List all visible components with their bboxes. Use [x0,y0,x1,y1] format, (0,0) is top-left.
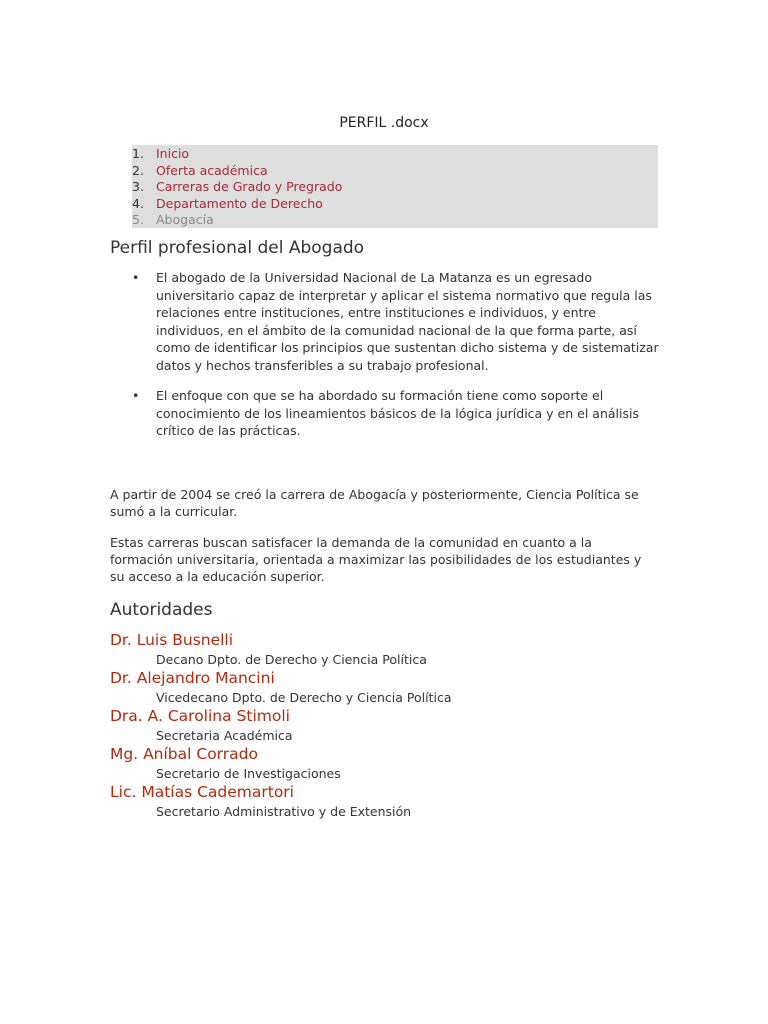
autoridades-heading: Autoridades [110,600,213,620]
paragraph: A partir de 2004 se creó la carrera de Abogacía y posteriormente, Ciencia Política se sumó a la curricular. [110,487,639,519]
breadcrumb-item-oferta[interactable] [132,162,268,179]
authority-role: Vicedecano Dpto. de Derecho y Ciencia Política [156,690,452,705]
breadcrumb-number: 5. [132,212,144,227]
paragraph: Estas carreras buscan satisfacer la demanda de la comunidad en cuanto a la formación universitaria, orientada a maximizar las posibilidades de los estudiantes y su acceso a la educación superior. [110,535,642,584]
bullet-icon: • [132,388,140,403]
breadcrumb [132,145,658,228]
breadcrumb-link[interactable]: Oferta académica [156,163,268,178]
authority-name: Dr. Alejandro Mancini [110,669,275,687]
breadcrumb-number: 2. [132,163,144,178]
breadcrumb-number: 1. [132,146,144,161]
breadcrumb-link[interactable]: Carreras de Grado y Pregrado [156,179,343,194]
bullet-text: El abogado de la Universidad Nacional de La Matanza es un egresado universitario capaz de interpretar y aplicar el sistema normativo que regula las relaciones entre instituciones, entre instituciones e individuos, y entre individuos, en el ámbito de la comunidad nacional de la que forma parte, así como de identificar los principios que sustentan dicho sistema y de sistematizar datos y hechos transferibles a su trabajo profesional. [156,270,659,373]
breadcrumb-item-current [132,211,214,228]
authority-name: Lic. Matías Cademartori [110,783,294,801]
bullet-icon: • [132,270,140,285]
authority-name: Dra. A. Carolina Stimoli [110,707,290,725]
breadcrumb-link[interactable]: Departamento de Derecho [156,196,323,211]
bullet-text: El enfoque con que se ha abordado su formación tiene como soporte el conocimiento de los lineamientos básicos de la lógica jurídica y en el análisis crítico de las prácticas. [156,388,639,438]
authority-role: Secretario Administrativo y de Extensión [156,804,412,819]
authority-role: Decano Dpto. de Derecho y Ciencia Política [156,652,427,667]
breadcrumb-link[interactable]: Inicio [156,146,190,161]
authority-role: Secretaria Académica [156,728,293,743]
perfil-heading: Perfil profesional del Abogado [110,238,365,258]
authority-name: Dr. Luis Busnelli [110,631,234,649]
breadcrumb-number: 3. [132,179,144,194]
breadcrumb-item-inicio[interactable] [132,145,189,162]
document-title: PERFIL .docx [339,115,429,131]
authority-name: Mg. Aníbal Corrado [110,745,258,763]
authority-role: Secretario de Investigaciones [156,766,341,781]
breadcrumb-item-carreras[interactable] [132,178,342,195]
breadcrumb-item-departamento[interactable] [132,195,323,212]
breadcrumb-number: 4. [132,196,144,211]
breadcrumb-current-label: Abogacía [156,212,214,227]
